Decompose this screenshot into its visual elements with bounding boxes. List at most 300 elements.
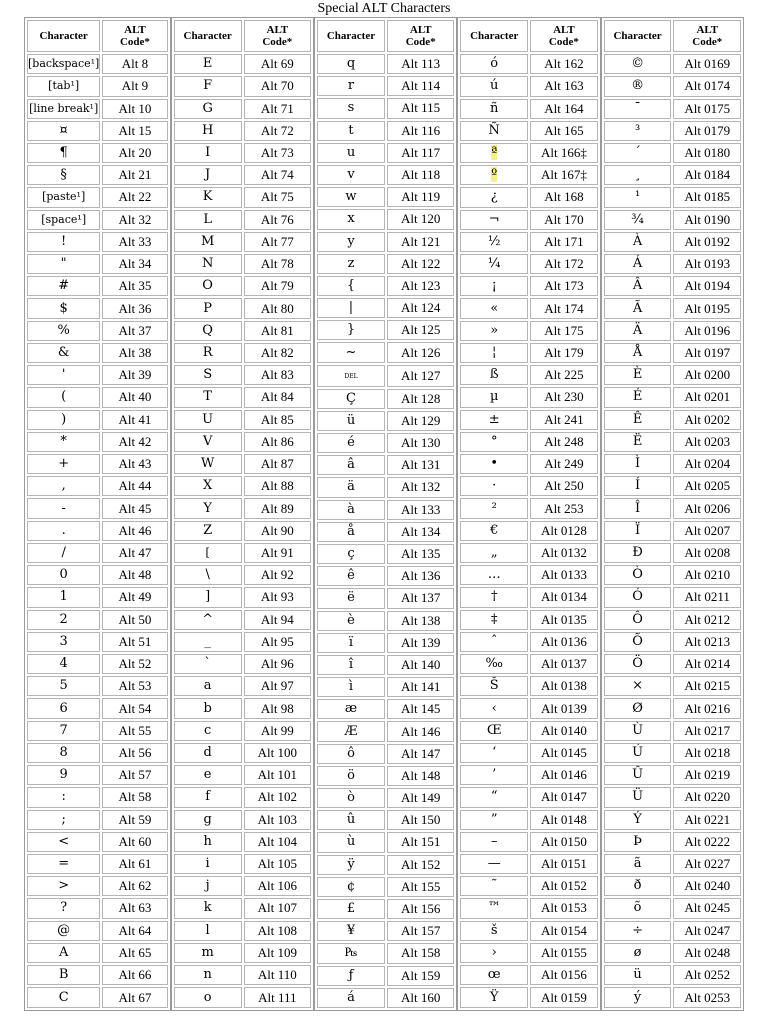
alt-code-cell: Alt 115 bbox=[387, 98, 454, 118]
table-row bbox=[27, 898, 168, 918]
header-alt-code-line2: Code* bbox=[548, 36, 579, 49]
alt-code-cell: Alt 0205 bbox=[673, 476, 741, 496]
character-value: â bbox=[347, 457, 355, 473]
character-cell bbox=[174, 432, 242, 452]
table-row bbox=[604, 565, 741, 585]
character-cell bbox=[460, 76, 528, 96]
character-value: ¹ bbox=[634, 189, 641, 205]
table-row bbox=[27, 854, 168, 874]
character-value: à bbox=[347, 501, 355, 517]
character-cell bbox=[174, 832, 242, 852]
table-row bbox=[604, 143, 741, 163]
character-cell bbox=[604, 721, 672, 741]
character-cell bbox=[460, 543, 528, 563]
character-value: ‘ bbox=[492, 744, 497, 760]
alt-code-cell: Alt 0174 bbox=[673, 76, 741, 96]
header-character: Character bbox=[604, 20, 672, 52]
alt-code-cell: Alt 151 bbox=[387, 832, 454, 852]
table-row bbox=[317, 677, 454, 697]
character-cell bbox=[317, 522, 385, 542]
character-cell bbox=[174, 787, 242, 807]
alt-code-cell: Alt 35 bbox=[102, 276, 167, 296]
table-row bbox=[317, 98, 454, 118]
alt-code-cell: Alt 121 bbox=[387, 232, 454, 252]
table-header-row bbox=[27, 20, 168, 52]
character-cell bbox=[604, 965, 672, 985]
character-cell bbox=[460, 365, 528, 385]
alt-code-cell: Alt 79 bbox=[244, 276, 311, 296]
alt-code-cell: Alt 0197 bbox=[673, 343, 741, 363]
alt-code-cell: Alt 0253 bbox=[673, 987, 741, 1008]
table-row bbox=[604, 76, 741, 96]
table-row bbox=[317, 365, 454, 387]
alt-code-cell: Alt 150 bbox=[387, 810, 454, 830]
character-value: Ï bbox=[635, 522, 641, 538]
character-cell bbox=[174, 987, 242, 1008]
alt-code-cell: Alt 0215 bbox=[673, 676, 741, 696]
alt-code-cell: Alt 0137 bbox=[530, 654, 598, 674]
character-value: ¤ bbox=[59, 122, 68, 138]
alt-code-cell: Alt 118 bbox=[387, 165, 454, 185]
alt-code-cell: Alt 158 bbox=[387, 943, 454, 963]
alt-table-4 bbox=[457, 17, 600, 1011]
character-value: — bbox=[487, 856, 501, 872]
character-value: b bbox=[203, 700, 212, 716]
alt-code-cell: Alt 53 bbox=[102, 676, 167, 696]
character-value: n bbox=[203, 967, 212, 983]
character-value: ± bbox=[488, 411, 500, 427]
character-cell bbox=[604, 298, 672, 318]
alt-code-cell: Alt 98 bbox=[244, 698, 311, 718]
alt-code-cell: Alt 99 bbox=[244, 721, 311, 741]
table-row bbox=[604, 854, 741, 874]
character-value: ü bbox=[633, 967, 642, 983]
character-value: j bbox=[205, 878, 210, 894]
table-row bbox=[317, 721, 454, 741]
character-cell bbox=[460, 921, 528, 941]
table-row bbox=[460, 99, 597, 119]
alt-code-cell: Alt 140 bbox=[387, 655, 454, 675]
alt-code-cell: Alt 175 bbox=[530, 321, 598, 341]
character-cell bbox=[27, 676, 100, 696]
table-row bbox=[604, 610, 741, 630]
character-cell bbox=[174, 632, 242, 652]
alt-code-cell: Alt 0207 bbox=[673, 521, 741, 541]
character-cell bbox=[27, 365, 100, 385]
alt-code-cell: Alt 249 bbox=[530, 454, 598, 474]
alt-code-cell: Alt 0146 bbox=[530, 765, 598, 785]
character-cell bbox=[174, 321, 242, 341]
character-value: ¯ bbox=[634, 100, 641, 116]
character-value: ! bbox=[61, 233, 67, 249]
character-value: ã bbox=[633, 856, 642, 872]
character-cell bbox=[174, 343, 242, 363]
character-cell bbox=[317, 721, 385, 741]
character-cell bbox=[27, 698, 100, 718]
alt-code-cell: Alt 102 bbox=[244, 787, 311, 807]
character-cell bbox=[604, 365, 672, 385]
character-value: ˆ bbox=[490, 633, 498, 649]
character-cell bbox=[27, 343, 100, 363]
alt-code-cell: Alt 74 bbox=[244, 165, 311, 185]
alt-code-cell: Alt 0190 bbox=[673, 210, 741, 230]
table-row bbox=[317, 143, 454, 163]
table-row bbox=[317, 320, 454, 340]
alt-code-cell: Alt 167‡ bbox=[530, 165, 598, 185]
table-row bbox=[460, 54, 597, 74]
alt-code-cell: Alt 0133 bbox=[530, 565, 598, 585]
character-cell bbox=[460, 565, 528, 585]
alt-code-cell: Alt 85 bbox=[244, 410, 311, 430]
character-cell bbox=[27, 143, 100, 163]
table-row bbox=[174, 876, 311, 896]
character-cell bbox=[460, 987, 528, 1008]
alt-code-cell: Alt 105 bbox=[244, 854, 311, 874]
character-value: < bbox=[58, 833, 70, 849]
table-row bbox=[27, 121, 168, 141]
character-value: ý bbox=[633, 989, 642, 1005]
character-cell bbox=[604, 143, 672, 163]
character-value: # bbox=[58, 278, 70, 294]
character-cell bbox=[174, 165, 242, 185]
character-value: š bbox=[490, 922, 498, 938]
table-row bbox=[174, 498, 311, 518]
table-row bbox=[317, 121, 454, 141]
character-value: C bbox=[58, 989, 69, 1005]
table-row bbox=[317, 500, 454, 520]
table-row bbox=[604, 543, 741, 563]
table-row bbox=[317, 921, 454, 941]
character-cell bbox=[317, 187, 385, 207]
character-cell bbox=[460, 476, 528, 496]
alt-code-cell: Alt 91 bbox=[244, 543, 311, 563]
table-row bbox=[27, 143, 168, 163]
table-row bbox=[317, 855, 454, 875]
character-value: ü bbox=[346, 412, 356, 428]
character-cell bbox=[460, 498, 528, 518]
character-cell bbox=[460, 521, 528, 541]
character-cell bbox=[604, 676, 672, 696]
alt-code-cell: Alt 0138 bbox=[530, 676, 598, 696]
alt-code-cell: Alt 106 bbox=[244, 876, 311, 896]
alt-code-cell: Alt 230 bbox=[530, 387, 598, 407]
alt-code-cell: Alt 83 bbox=[244, 365, 311, 385]
character-value: Z bbox=[203, 522, 213, 538]
character-value: ï bbox=[348, 634, 354, 650]
alt-code-cell: Alt 82 bbox=[244, 343, 311, 363]
alt-code-cell: Alt 62 bbox=[102, 876, 167, 896]
character-cell bbox=[174, 298, 242, 318]
header-alt-code-line1: ALT bbox=[696, 24, 719, 37]
character-value: O bbox=[202, 278, 213, 294]
table-row bbox=[460, 143, 597, 163]
character-cell bbox=[604, 99, 672, 119]
table-row bbox=[604, 943, 741, 963]
character-value: ³ bbox=[634, 122, 641, 138]
character-value: ä bbox=[347, 479, 355, 495]
character-value: 6 bbox=[59, 700, 68, 716]
character-value: ¡ bbox=[491, 278, 497, 294]
character-cell bbox=[460, 165, 528, 185]
table-row bbox=[460, 121, 597, 141]
table-row bbox=[174, 365, 311, 385]
alt-code-cell: Alt 0153 bbox=[530, 898, 598, 918]
character-value: ¢ bbox=[346, 878, 356, 894]
character-cell bbox=[460, 743, 528, 763]
header-alt-code-line2: Code* bbox=[119, 36, 150, 49]
header-alt-code-line1: ALT bbox=[266, 24, 289, 37]
character-value: Ã bbox=[632, 300, 643, 316]
character-value: £ bbox=[346, 901, 356, 917]
character-value: M bbox=[200, 233, 215, 249]
table-row bbox=[27, 743, 168, 763]
character-value: Œ bbox=[486, 722, 502, 738]
character-cell bbox=[604, 943, 672, 963]
character-value: N bbox=[201, 256, 214, 272]
alt-code-cell: Alt 0136 bbox=[530, 632, 598, 652]
character-value: ß bbox=[489, 367, 499, 383]
character-value: V bbox=[202, 433, 213, 449]
character-value: = bbox=[58, 856, 70, 872]
character-cell bbox=[317, 855, 385, 875]
table-row bbox=[174, 854, 311, 874]
table-row bbox=[460, 276, 597, 296]
character-value: l bbox=[205, 922, 210, 938]
character-value: z bbox=[347, 255, 355, 271]
alt-code-cell: Alt 50 bbox=[102, 610, 167, 630]
alt-code-cell: Alt 0185 bbox=[673, 187, 741, 207]
header-alt-code-line1: ALT bbox=[553, 24, 575, 37]
character-cell bbox=[460, 654, 528, 674]
alt-code-cell: Alt 0148 bbox=[530, 810, 598, 830]
character-value: ¾ bbox=[631, 211, 644, 227]
alt-code-cell: Alt 0169 bbox=[673, 54, 741, 74]
character-value: Q bbox=[202, 322, 213, 338]
alt-code-cell: Alt 0155 bbox=[530, 943, 598, 963]
character-cell bbox=[27, 565, 100, 585]
alt-code-cell: Alt 59 bbox=[102, 810, 167, 830]
alt-code-cell: Alt 122 bbox=[387, 254, 454, 274]
table-row bbox=[604, 987, 741, 1008]
alt-code-cell: Alt 165 bbox=[530, 121, 598, 141]
character-value: g bbox=[203, 811, 212, 827]
character-value: Ê bbox=[632, 411, 643, 427]
alt-code-cell: Alt 0240 bbox=[673, 876, 741, 896]
table-row bbox=[317, 522, 454, 542]
table-row bbox=[604, 765, 741, 785]
alt-code-cell: Alt 225 bbox=[530, 365, 598, 385]
character-value: X bbox=[203, 478, 213, 494]
character-cell bbox=[460, 454, 528, 474]
alt-code-cell: Alt 117 bbox=[387, 143, 454, 163]
character-cell bbox=[317, 411, 385, 431]
character-value: " bbox=[60, 256, 67, 272]
alt-code-cell: Alt 0202 bbox=[673, 410, 741, 430]
table-row bbox=[460, 832, 597, 852]
alt-code-cell: Alt 134 bbox=[387, 522, 454, 542]
table-row bbox=[460, 965, 597, 985]
table-row bbox=[604, 476, 741, 496]
character-cell bbox=[27, 943, 100, 963]
alt-code-cell: Alt 152 bbox=[387, 855, 454, 875]
alt-code-cell: Alt 133 bbox=[387, 500, 454, 520]
alt-code-cell: Alt 0196 bbox=[673, 321, 741, 341]
character-value: m bbox=[201, 944, 214, 960]
alt-code-cell: Alt 32 bbox=[102, 210, 167, 230]
character-value: [tab¹] bbox=[48, 79, 80, 93]
alt-code-cell: Alt 119 bbox=[387, 187, 454, 207]
table-row bbox=[317, 566, 454, 586]
character-value: $ bbox=[59, 300, 68, 316]
table-row bbox=[460, 410, 597, 430]
character-cell bbox=[317, 365, 385, 387]
table-row bbox=[604, 498, 741, 518]
alt-code-cell: Alt 9 bbox=[102, 76, 167, 96]
table-row bbox=[604, 921, 741, 941]
character-cell bbox=[317, 655, 385, 675]
alt-code-cell: Alt 95 bbox=[244, 632, 311, 652]
table-row bbox=[317, 544, 454, 564]
alt-code-cell: Alt 77 bbox=[244, 232, 311, 252]
table-row bbox=[174, 787, 311, 807]
alt-code-cell: Alt 148 bbox=[387, 766, 454, 786]
table-row bbox=[174, 254, 311, 274]
character-value: ₧ bbox=[344, 945, 358, 961]
character-value: É bbox=[632, 389, 643, 405]
character-value: á bbox=[347, 989, 355, 1005]
character-value: r bbox=[347, 78, 355, 94]
alt-code-cell: Alt 0135 bbox=[530, 610, 598, 630]
alt-code-cell: Alt 146 bbox=[387, 721, 454, 741]
character-cell bbox=[174, 187, 242, 207]
table-row bbox=[174, 76, 311, 96]
alt-code-cell: Alt 145 bbox=[387, 699, 454, 719]
alt-code-cell: Alt 0221 bbox=[673, 810, 741, 830]
character-value: ° bbox=[490, 433, 498, 449]
alt-code-cell: Alt 124 bbox=[387, 298, 454, 318]
character-value: > bbox=[58, 878, 70, 894]
table-row bbox=[317, 699, 454, 719]
character-cell bbox=[460, 99, 528, 119]
table-row bbox=[317, 209, 454, 229]
alt-code-cell: Alt 138 bbox=[387, 611, 454, 631]
table-row bbox=[604, 898, 741, 918]
character-value: Þ bbox=[633, 833, 642, 849]
character-value: _ bbox=[204, 633, 211, 649]
character-cell bbox=[460, 432, 528, 452]
character-value: œ bbox=[487, 967, 501, 983]
character-value: DEL bbox=[344, 372, 358, 380]
character-value: µ bbox=[489, 389, 499, 405]
character-value: a bbox=[203, 678, 212, 694]
character-value: Ò bbox=[632, 567, 643, 583]
character-value: Ú bbox=[632, 744, 644, 760]
alt-code-cell: Alt 41 bbox=[102, 410, 167, 430]
table-row bbox=[317, 877, 454, 897]
table-row bbox=[174, 187, 311, 207]
alt-code-cell: Alt 179 bbox=[530, 343, 598, 363]
character-value: ¸ bbox=[634, 167, 641, 183]
alt-code-cell: Alt 22 bbox=[102, 187, 167, 207]
alt-code-cell: Alt 61 bbox=[102, 854, 167, 874]
character-cell bbox=[174, 76, 242, 96]
character-cell bbox=[174, 676, 242, 696]
table-row bbox=[27, 654, 168, 674]
character-cell bbox=[460, 276, 528, 296]
character-value: 0 bbox=[59, 567, 68, 583]
alt-code-cell: Alt 81 bbox=[244, 321, 311, 341]
character-cell bbox=[174, 498, 242, 518]
table-row bbox=[604, 965, 741, 985]
table-row bbox=[317, 254, 454, 274]
table-row bbox=[460, 321, 597, 341]
table-row bbox=[27, 54, 168, 74]
table-row bbox=[317, 588, 454, 608]
table-row bbox=[460, 565, 597, 585]
character-value: Ý bbox=[633, 811, 642, 827]
header-alt-code bbox=[673, 20, 741, 52]
alt-code-cell: Alt 103 bbox=[244, 810, 311, 830]
character-value: ® bbox=[631, 78, 645, 94]
alt-code-cell: Alt 0217 bbox=[673, 721, 741, 741]
character-value: • bbox=[490, 456, 499, 472]
character-value: Á bbox=[632, 256, 643, 272]
character-value: Ù bbox=[632, 722, 644, 738]
alt-code-cell: Alt 149 bbox=[387, 788, 454, 808]
character-value: / bbox=[61, 544, 66, 560]
table-row bbox=[460, 765, 597, 785]
table-row bbox=[174, 632, 311, 652]
table-row bbox=[604, 298, 741, 318]
table-header-row bbox=[174, 20, 311, 52]
alt-code-cell: Alt 163 bbox=[530, 76, 598, 96]
character-value: × bbox=[632, 678, 644, 694]
character-value: ´ bbox=[634, 145, 641, 161]
character-cell bbox=[604, 654, 672, 674]
alt-code-cell: Alt 172 bbox=[530, 254, 598, 274]
character-value: ð bbox=[633, 878, 642, 894]
alt-code-cell: Alt 135 bbox=[387, 544, 454, 564]
table-row bbox=[460, 365, 597, 385]
character-value: ÷ bbox=[632, 922, 644, 938]
character-cell bbox=[27, 387, 100, 407]
table-row bbox=[317, 633, 454, 653]
table-row bbox=[317, 165, 454, 185]
table-row bbox=[460, 76, 597, 96]
table-row bbox=[27, 232, 168, 252]
alt-code-cell: Alt 58 bbox=[102, 787, 167, 807]
alt-code-cell: Alt 0192 bbox=[673, 232, 741, 252]
table-row bbox=[317, 232, 454, 252]
character-value: T bbox=[203, 389, 212, 405]
character-cell bbox=[174, 943, 242, 963]
character-value: - bbox=[61, 500, 66, 516]
character-cell bbox=[604, 898, 672, 918]
character-cell bbox=[604, 743, 672, 763]
table-row bbox=[460, 654, 597, 674]
character-cell bbox=[317, 209, 385, 229]
character-value: è bbox=[347, 612, 355, 628]
table-row bbox=[460, 943, 597, 963]
character-value: Ÿ bbox=[489, 989, 499, 1005]
alt-code-cell: Alt 250 bbox=[530, 476, 598, 496]
alt-code-cell: Alt 0150 bbox=[530, 832, 598, 852]
character-cell bbox=[604, 76, 672, 96]
character-cell bbox=[27, 787, 100, 807]
character-cell bbox=[317, 455, 385, 475]
character-cell bbox=[174, 743, 242, 763]
alt-code-cell: Alt 0200 bbox=[673, 365, 741, 385]
